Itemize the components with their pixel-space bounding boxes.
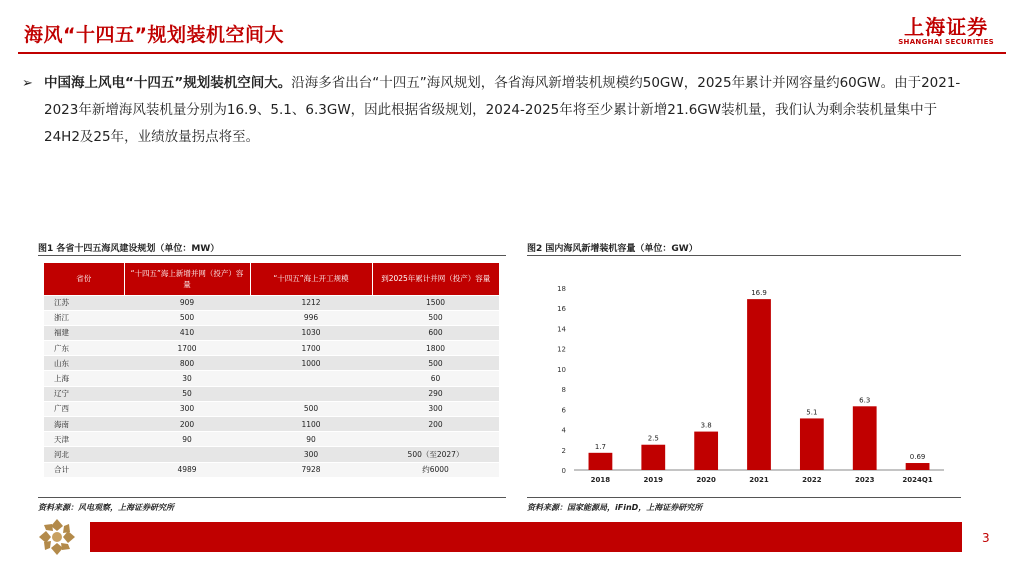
value-cell: 200 <box>372 417 499 432</box>
x-tick-label: 2021 <box>749 476 769 484</box>
bar-2021 <box>747 299 771 470</box>
table-row <box>44 295 499 310</box>
page-title: 海风“十四五”规划装机空间大 <box>24 24 284 46</box>
value-cell: 500 <box>372 356 499 371</box>
value-cell: 1000 <box>250 356 372 371</box>
y-tick-label: 4 <box>561 426 566 435</box>
province-cell: 山东 <box>44 356 124 371</box>
value-cell: 约6000 <box>372 462 499 477</box>
province-cell: 广东 <box>44 341 124 356</box>
value-cell: 909 <box>124 295 250 310</box>
bar-2022 <box>800 418 824 470</box>
value-cell <box>372 432 499 447</box>
bullet-arrow-icon: ➢ <box>22 76 33 91</box>
figure1-top-rule <box>38 255 506 256</box>
data-label: 3.8 <box>700 421 712 430</box>
summary-text <box>44 70 972 151</box>
summary-body: 沿海多省出台“十四五”海风规划，各省海风新增装机规模约50GW，2025年累计并网容量约60GW。由于2021-2023年新增海风装机量分别为16.9、5.1、6.3GW，因此根据省级规划，2024-2025年将至少累计新增21.6GW装机量，我们认为剩余装机量集中于24H2及25年，业绩放量拐点将至。 <box>44 75 961 145</box>
province-cell: 上海 <box>44 371 124 386</box>
value-cell: 1212 <box>250 295 372 310</box>
y-tick-label: 2 <box>561 446 566 455</box>
value-cell: 50 <box>124 386 250 401</box>
y-tick-label: 8 <box>561 386 566 395</box>
data-label: 1.7 <box>594 442 606 451</box>
value-cell: 500 <box>250 401 372 416</box>
table-row <box>44 447 499 462</box>
table-header-cell: 省份 <box>44 263 124 295</box>
figure1-bottom-rule <box>38 497 506 498</box>
table-row <box>44 401 499 416</box>
value-cell: 1030 <box>250 325 372 340</box>
province-cell: 辽宁 <box>44 386 124 401</box>
province-cell: 浙江 <box>44 310 124 325</box>
value-cell: 600 <box>372 325 499 340</box>
page-number: 3 <box>982 531 990 545</box>
table-row <box>44 310 499 325</box>
value-cell: 30 <box>124 371 250 386</box>
province-cell: 河北 <box>44 447 124 462</box>
value-cell: 1800 <box>372 341 499 356</box>
x-tick-label: 2020 <box>696 476 716 484</box>
province-plan-table <box>44 263 499 477</box>
value-cell: 7928 <box>250 462 372 477</box>
data-label: 16.9 <box>751 289 767 298</box>
y-tick-label: 16 <box>557 305 566 314</box>
province-cell: 广西 <box>44 401 124 416</box>
table-row <box>44 386 499 401</box>
province-cell: 江苏 <box>44 295 124 310</box>
value-cell: 500 <box>124 310 250 325</box>
x-tick-label: 2022 <box>802 476 822 484</box>
bar-2019 <box>641 445 665 470</box>
value-cell <box>250 371 372 386</box>
table-row <box>44 462 499 477</box>
value-cell: 1700 <box>250 341 372 356</box>
x-tick-label: 2018 <box>590 476 611 484</box>
value-cell: 800 <box>124 356 250 371</box>
figure1-source: 资料来源：风电观察，上海证券研究所 <box>38 503 174 512</box>
y-tick-label: 10 <box>557 365 566 374</box>
table-row <box>44 432 499 447</box>
table-row <box>44 371 499 386</box>
y-tick-label: 6 <box>561 406 566 415</box>
x-tick-label: 2024Q1 <box>902 476 933 484</box>
value-cell: 90 <box>250 432 372 447</box>
bar-2023 <box>853 406 877 470</box>
value-cell: 996 <box>250 310 372 325</box>
bar-2024Q1 <box>906 463 930 470</box>
bar-2020 <box>694 432 718 470</box>
value-cell: 290 <box>372 386 499 401</box>
value-cell: 4989 <box>124 462 250 477</box>
value-cell: 200 <box>124 417 250 432</box>
value-cell: 300 <box>124 401 250 416</box>
value-cell: 1500 <box>372 295 499 310</box>
province-cell: 合计 <box>44 462 124 477</box>
y-tick-label: 12 <box>557 345 566 354</box>
x-tick-label: 2023 <box>854 476 875 484</box>
table-header-row <box>44 263 499 295</box>
data-label: 0.69 <box>909 453 926 462</box>
data-label: 6.3 <box>859 396 871 405</box>
province-cell: 福建 <box>44 325 124 340</box>
table-header-cell: 到2025年累计并网（投产）容量 <box>372 263 499 295</box>
logo-cn-text: 上海证券 <box>904 15 989 39</box>
table-header-cell: “十四五”海上开工规模 <box>250 263 372 295</box>
value-cell: 1700 <box>124 341 250 356</box>
table-row <box>44 356 499 371</box>
figure2-top-rule <box>527 255 961 256</box>
company-emblem-icon <box>38 518 76 556</box>
new-capacity-bar-chart <box>530 278 950 490</box>
header-divider <box>18 52 1006 54</box>
value-cell: 500（至2027） <box>372 447 499 462</box>
value-cell: 300 <box>250 447 372 462</box>
table-body <box>44 295 499 477</box>
table-row <box>44 325 499 340</box>
logo-en-text: SHANGHAI SECURITIES <box>898 38 994 46</box>
figure2-bottom-rule <box>527 497 961 498</box>
footer-bar <box>90 522 962 552</box>
value-cell: 1100 <box>250 417 372 432</box>
table-header <box>44 263 499 295</box>
value-cell: 500 <box>372 310 499 325</box>
data-label: 2.5 <box>647 434 659 443</box>
value-cell: 60 <box>372 371 499 386</box>
value-cell: 300 <box>372 401 499 416</box>
table-row <box>44 417 499 432</box>
x-tick-label: 2019 <box>643 476 664 484</box>
value-cell: 410 <box>124 325 250 340</box>
y-tick-label: 14 <box>557 325 566 334</box>
summary-paragraph <box>22 70 972 151</box>
province-cell: 天津 <box>44 432 124 447</box>
data-label: 5.1 <box>806 408 818 417</box>
summary-lead: 中国海上风电“十四五”规划装机空间大。 <box>44 75 292 91</box>
y-tick-label: 18 <box>557 285 566 293</box>
company-logo <box>898 16 994 46</box>
figure1-caption: 图1 各省十四五海风建设规划（单位：MW） <box>38 244 220 254</box>
province-cell: 海南 <box>44 417 124 432</box>
value-cell <box>250 386 372 401</box>
figure2-caption: 图2 国内海风新增装机容量（单位：GW） <box>527 244 698 254</box>
table-header-cell: “十四五”海上新增并网（投产）容量 <box>124 263 250 295</box>
figure2-source: 资料来源：国家能源局，iFinD，上海证券研究所 <box>527 503 703 512</box>
value-cell: 90 <box>124 432 250 447</box>
bar-2018 <box>589 453 613 470</box>
table-row <box>44 341 499 356</box>
y-tick-label: 0 <box>561 467 566 475</box>
value-cell <box>124 447 250 462</box>
